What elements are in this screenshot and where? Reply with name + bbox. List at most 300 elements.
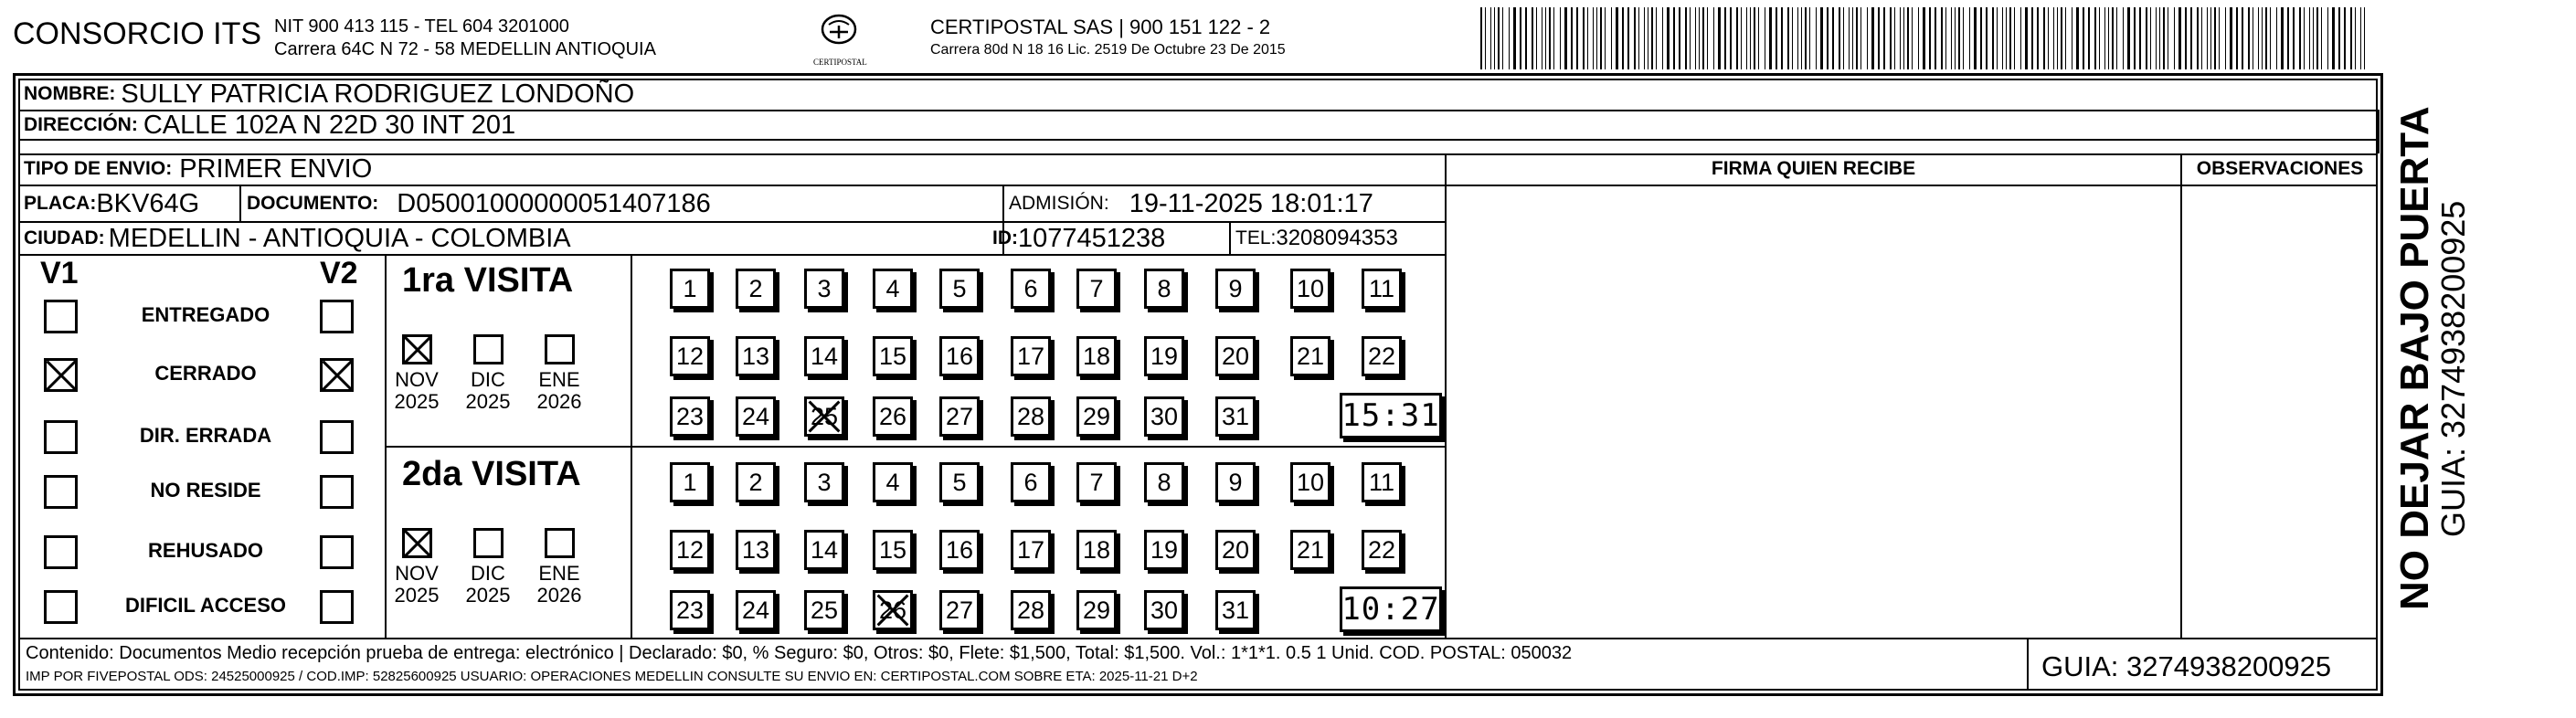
ciudad-label: CIUDAD: — [24, 227, 105, 248]
barcode-bar — [1941, 7, 1943, 69]
day-number: 9 — [1228, 274, 1243, 302]
barcode-bar — [1656, 7, 1657, 69]
day-box[interactable] — [1144, 336, 1184, 376]
barcode-bar — [2364, 7, 2365, 69]
barcode-bar — [1900, 7, 1901, 69]
day-box[interactable] — [670, 530, 710, 570]
courier-info — [930, 16, 1286, 61]
month-label — [389, 369, 444, 413]
barcode-bar — [2313, 7, 2314, 69]
day-box[interactable] — [1076, 269, 1117, 309]
barcode-bar — [2076, 7, 2079, 69]
barcode-bar — [1596, 7, 1597, 69]
barcode-bar — [1871, 7, 1874, 69]
barcode-bar — [1787, 7, 1789, 69]
brand-name: CONSORCIO ITS — [13, 16, 262, 51]
barcode-bar — [1860, 7, 1861, 69]
v1-checkbox[interactable] — [44, 358, 78, 392]
day-box[interactable] — [873, 269, 913, 309]
day-box[interactable] — [1076, 530, 1117, 570]
barcode-bar — [2236, 7, 2238, 69]
day-number: 2 — [748, 468, 763, 496]
day-number: 27 — [945, 596, 974, 624]
day-number: 27 — [945, 402, 974, 430]
barcode-bar — [2190, 7, 2192, 69]
v2-checkbox[interactable] — [320, 475, 354, 509]
day-box[interactable] — [939, 269, 980, 309]
day-number: 20 — [1221, 535, 1250, 564]
day-box[interactable] — [1076, 590, 1117, 630]
day-box[interactable] — [1011, 269, 1051, 309]
barcode-bar — [1820, 7, 1823, 69]
barcode-bar — [1801, 7, 1802, 69]
barcode-bar — [2025, 7, 2028, 69]
day-box[interactable] — [1215, 530, 1256, 570]
barcode-bar — [1545, 7, 1546, 69]
barcode-bar — [1980, 7, 1982, 69]
day-box[interactable] — [1290, 336, 1330, 376]
day-box[interactable] — [1215, 269, 1256, 309]
barcode-bar — [1997, 7, 1998, 69]
day-box[interactable] — [1362, 269, 1402, 309]
barcode-bar — [2360, 7, 2361, 69]
barcode-bar — [2210, 7, 2211, 69]
day-box[interactable] — [736, 590, 776, 630]
ciudad-cell — [24, 223, 571, 254]
month-year: 2025 — [465, 390, 511, 413]
day-box[interactable] — [804, 336, 844, 376]
month-year: 2025 — [394, 390, 440, 413]
admision-value: 19-11-2025 18:01:17 — [1129, 188, 1373, 218]
day-box[interactable] — [736, 269, 776, 309]
day-box[interactable] — [1290, 530, 1330, 570]
barcode-bar — [1730, 7, 1732, 69]
day-number: 25 — [810, 402, 839, 430]
side-guia: GUIA: 3274938200925 — [2434, 200, 2472, 537]
documento-label: DOCUMENTO: — [247, 193, 379, 214]
barcode-bar — [2262, 7, 2263, 69]
barcode-bar — [1839, 7, 1840, 69]
day-number: 11 — [1368, 274, 1395, 302]
day-box[interactable] — [1144, 269, 1184, 309]
barcode-bar — [1750, 7, 1751, 69]
day-box[interactable] — [873, 590, 913, 630]
certipostal-logo — [813, 13, 867, 67]
barcode-bar — [1536, 7, 1537, 69]
v1-checkbox[interactable] — [44, 475, 78, 509]
barcode-bar — [1502, 7, 1503, 69]
day-number: 24 — [741, 596, 770, 624]
barcode-bar — [2104, 7, 2105, 69]
barcode-bar — [1809, 7, 1810, 69]
day-box[interactable] — [1362, 530, 1402, 570]
v1-checkbox[interactable] — [44, 300, 78, 333]
day-number: 25 — [810, 596, 839, 624]
barcode-bar — [1480, 7, 1482, 69]
day-number: 19 — [1150, 535, 1179, 564]
day-box[interactable] — [1215, 336, 1256, 376]
barcode-bar — [2123, 7, 2124, 69]
day-box[interactable] — [736, 462, 776, 502]
day-number: 6 — [1023, 468, 1038, 496]
day-box[interactable] — [1011, 590, 1051, 630]
day-number: 31 — [1221, 596, 1250, 624]
day-number: 15 — [878, 342, 907, 370]
barcode-bar — [1992, 7, 1994, 69]
day-box[interactable] — [804, 462, 844, 502]
barcode-bar — [1702, 7, 1704, 69]
status-label: DIFICIL ACCESO — [124, 594, 286, 617]
day-box[interactable] — [1362, 336, 1402, 376]
day-box[interactable] — [670, 590, 710, 630]
day-box[interactable] — [1011, 396, 1051, 437]
day-number: 29 — [1082, 596, 1111, 624]
barcode-bar — [1945, 7, 1946, 69]
day-box[interactable] — [1011, 530, 1051, 570]
day-box[interactable] — [939, 590, 980, 630]
logo-text: CERTIPOSTAL — [813, 58, 867, 67]
barcode-bar — [1651, 7, 1653, 69]
month-checkbox[interactable] — [402, 334, 432, 364]
certipostal-logo-icon — [813, 13, 864, 60]
day-number: 10 — [1296, 468, 1325, 496]
barcode-bar — [2009, 7, 2011, 69]
day-box[interactable] — [939, 396, 980, 437]
month-label — [461, 369, 515, 413]
day-number: 9 — [1228, 468, 1243, 496]
barcode-bar — [1494, 7, 1495, 69]
barcode-bar — [1856, 7, 1858, 69]
status-label: REHUSADO — [148, 539, 263, 562]
barcode-bar — [2293, 7, 2295, 69]
day-box[interactable] — [1215, 590, 1256, 630]
nombre-label: NOMBRE: — [24, 83, 116, 104]
id-value: 1077451238 — [1018, 223, 1166, 253]
barcode-bar — [2088, 7, 2090, 69]
day-box[interactable] — [1290, 462, 1330, 502]
day-box[interactable] — [873, 336, 913, 376]
barcode-bar — [1816, 7, 1817, 69]
tipo-row — [24, 153, 372, 185]
barcode-bar — [1963, 7, 1964, 69]
month-checkbox[interactable] — [473, 334, 504, 364]
v1-checkbox[interactable] — [44, 535, 78, 569]
barcode-bar — [2127, 7, 2130, 69]
day-box[interactable] — [873, 530, 913, 570]
barcode-bar — [2214, 7, 2216, 69]
barcode-bar — [2163, 7, 2165, 69]
day-number: 30 — [1150, 402, 1179, 430]
barcode-bar — [2048, 7, 2049, 69]
day-box[interactable] — [804, 396, 844, 437]
barcode-bar — [1549, 7, 1551, 69]
month-year: 2026 — [536, 584, 582, 607]
tipo-label: TIPO DE ENVIO: — [24, 158, 173, 179]
day-box[interactable] — [1290, 269, 1330, 309]
barcode-bar — [2219, 7, 2220, 69]
direccion-row — [24, 111, 515, 140]
footer-contenido: Contenido: Documentos Medio recepción prueba de entrega: electrónico | Declarado: $0, % Seguro: $0, Otros: $0, Flete: $1,500, Total: $1,500. Vol.: 1*1*1. 0.5 1 Unid. COD. POSTAL: 050032 — [26, 643, 1573, 663]
day-number: 14 — [810, 342, 839, 370]
barcode-bar — [1969, 7, 1970, 69]
barcode-bar — [1490, 7, 1491, 69]
day-box[interactable] — [670, 269, 710, 309]
barcode-bar — [1986, 7, 1988, 69]
day-number: 26 — [878, 402, 907, 430]
barcode-bar — [2174, 7, 2175, 69]
day-box[interactable] — [1144, 396, 1184, 437]
barcode-bar — [2014, 7, 2015, 69]
id-label: ID: — [992, 227, 1018, 248]
day-box[interactable] — [873, 462, 913, 502]
day-number: 26 — [878, 596, 907, 624]
barcode-bar — [2031, 7, 2033, 69]
day-number: 19 — [1150, 342, 1179, 370]
barcode-bar — [1736, 7, 1738, 69]
barcode-bar — [2265, 7, 2267, 69]
barcode-bar — [2037, 7, 2039, 69]
day-box[interactable] — [939, 530, 980, 570]
barcode-bar — [1974, 7, 1977, 69]
month-checkbox[interactable] — [545, 528, 575, 558]
barcode-bar — [1890, 7, 1892, 69]
direccion-label: DIRECCIÓN: — [24, 114, 138, 135]
day-box[interactable] — [1011, 462, 1051, 502]
barcode-bar — [2053, 7, 2054, 69]
month-label — [532, 369, 587, 413]
barcode-bar — [1576, 7, 1578, 69]
barcode-bar — [2201, 7, 2202, 69]
month-label — [461, 563, 515, 607]
day-box[interactable] — [804, 590, 844, 630]
barcode-bar — [1673, 7, 1675, 69]
barcode-bar — [2355, 7, 2356, 69]
day-number: 7 — [1089, 274, 1104, 302]
day-box[interactable] — [1215, 396, 1256, 437]
month-checkbox[interactable] — [545, 334, 575, 364]
v1-checkbox[interactable] — [44, 420, 78, 454]
tel-value: 3208094353 — [1276, 226, 1398, 250]
day-number: 18 — [1082, 535, 1111, 564]
barcode-bar — [2230, 7, 2232, 69]
day-box[interactable] — [1362, 462, 1402, 502]
barcode-bar — [1600, 7, 1602, 69]
barcode-bar — [1843, 7, 1844, 69]
barcode-bar — [1929, 7, 1931, 69]
barcode-bar — [2299, 7, 2301, 69]
day-number: 18 — [1082, 342, 1111, 370]
day-number: 10 — [1296, 274, 1325, 302]
day-box[interactable] — [1144, 462, 1184, 502]
day-number: 6 — [1023, 274, 1038, 302]
barcode-bar — [1894, 7, 1895, 69]
day-number: 3 — [817, 274, 832, 302]
day-box[interactable] — [736, 336, 776, 376]
day-box[interactable] — [670, 336, 710, 376]
barcode-bar — [2083, 7, 2084, 69]
barcode-bar — [1634, 7, 1636, 69]
day-box[interactable] — [670, 396, 710, 437]
month-year: 2026 — [536, 390, 582, 413]
barcode-bar — [2287, 7, 2289, 69]
barcode-bar — [1560, 7, 1561, 69]
barcode-bar — [1587, 7, 1588, 69]
day-box[interactable] — [1144, 590, 1184, 630]
company-nit: NIT 900 413 115 - TEL 604 3201000 — [274, 16, 569, 37]
ciudad-value: MEDELLIN - ANTIOQUIA - COLOMBIA — [108, 223, 571, 253]
barcode-bar — [2099, 7, 2100, 69]
barcode-bar — [1958, 7, 1960, 69]
barcode-bar — [2139, 7, 2141, 69]
barcode-bar — [1509, 7, 1510, 69]
barcode-bar — [1513, 7, 1516, 69]
v2-checkbox[interactable] — [320, 590, 354, 624]
barcode-bar — [1571, 7, 1573, 69]
v2-checkbox[interactable] — [320, 535, 354, 569]
footer-imp: IMP POR FIVEPOSTAL ODS: 24525000925 / COD.IMP: 52825600925 USUARIO: OPERACIONES MEDELLIN CONSULTE SU ENVIO EN: CERTIPOSTAL.COM SOBRE ETA: 2025-11-21 D+2 — [26, 669, 1198, 684]
barcode-bar — [1724, 7, 1726, 69]
month-name: NOV — [395, 368, 439, 391]
barcode-bar — [2304, 7, 2305, 69]
barcode-bar — [1797, 7, 1798, 69]
month-label — [532, 563, 587, 607]
barcode-bar — [1564, 7, 1567, 69]
barcode-bar — [2207, 7, 2208, 69]
barcode-bar — [2146, 7, 2147, 69]
barcode-bar — [1498, 7, 1500, 69]
placa-value: BKV64G — [96, 188, 200, 218]
day-box[interactable] — [1076, 396, 1117, 437]
month-checkbox[interactable] — [402, 528, 432, 558]
day-number: 28 — [1016, 596, 1045, 624]
barcode-bar — [1923, 7, 1925, 69]
v2-checkbox[interactable] — [320, 420, 354, 454]
day-number: 4 — [885, 468, 900, 496]
barcode-bar — [1707, 7, 1708, 69]
barcode-bar — [1611, 7, 1612, 69]
day-number: 3 — [817, 468, 832, 496]
barcode-bar — [2156, 7, 2157, 69]
barcode-bar — [1883, 7, 1885, 69]
barcode-bar — [1951, 7, 1952, 69]
barcode-bar — [1776, 7, 1777, 69]
day-number: 29 — [1082, 402, 1111, 430]
barcode-bar — [2185, 7, 2187, 69]
barcode-bar — [1644, 7, 1645, 69]
visit-title: 1ra VISITA — [402, 261, 574, 300]
barcode-bar — [1903, 7, 1904, 69]
day-number: 12 — [675, 535, 705, 564]
company-info — [274, 16, 656, 61]
barcode-bar — [2350, 7, 2352, 69]
day-box[interactable] — [1215, 462, 1256, 502]
day-number: 21 — [1296, 535, 1325, 564]
documento-value: D05001000000051407186 — [397, 188, 711, 218]
v1-checkbox[interactable] — [44, 590, 78, 624]
day-number: 1 — [683, 274, 697, 302]
barcode-bar — [1792, 7, 1793, 69]
day-number: 8 — [1157, 274, 1171, 302]
visit-time: 10:27 — [1340, 586, 1442, 632]
status-label: NO RESIDE — [150, 479, 261, 502]
day-check-mark-icon — [807, 399, 842, 434]
v2-checkbox[interactable] — [320, 300, 354, 333]
placa-cell — [24, 186, 199, 221]
day-number: 13 — [741, 342, 770, 370]
courier-name: CERTIPOSTAL SAS | 900 151 122 - 2 — [930, 16, 1271, 38]
tel-label: TEL: — [1235, 227, 1277, 248]
barcode-bar — [1525, 7, 1527, 69]
barcode-bar — [1912, 7, 1913, 69]
day-box[interactable] — [873, 396, 913, 437]
day-number: 5 — [952, 274, 967, 302]
barcode-bar — [1741, 7, 1742, 69]
day-number: 12 — [675, 342, 705, 370]
visit-title: 2da VISITA — [402, 455, 581, 493]
day-number: 1 — [683, 468, 697, 496]
day-number: 15 — [878, 535, 907, 564]
day-box[interactable] — [670, 462, 710, 502]
barcode-bar — [1583, 7, 1585, 69]
barcode-bar — [2281, 7, 2284, 69]
barcode-bar — [1758, 7, 1759, 69]
barcode-bar — [1918, 7, 1919, 69]
barcode-bar — [2112, 7, 2114, 69]
barcode-bar — [1832, 7, 1834, 69]
v2-checkbox[interactable] — [320, 358, 354, 392]
barcode-bar — [1878, 7, 1880, 69]
day-box[interactable] — [939, 336, 980, 376]
barcode-bar — [1695, 7, 1696, 69]
day-number: 4 — [885, 274, 900, 302]
day-number: 31 — [1221, 402, 1250, 430]
status-label: DIR. ERRADA — [139, 424, 272, 447]
day-box[interactable] — [736, 396, 776, 437]
day-number: 20 — [1221, 342, 1250, 370]
tipo-value: PRIMER ENVIO — [179, 153, 373, 184]
day-number: 2 — [748, 274, 763, 302]
barcode-bar — [1593, 7, 1594, 69]
day-box[interactable] — [1076, 336, 1117, 376]
courier-license: Carrera 80d N 18 16 Lic. 2519 De Octubre 23 De 2015 — [930, 42, 1286, 58]
day-box[interactable] — [736, 530, 776, 570]
barcode-bar — [2178, 7, 2181, 69]
day-box[interactable] — [1011, 336, 1051, 376]
month-year: 2025 — [465, 584, 511, 607]
barcode-bar — [1532, 7, 1533, 69]
barcode-bar — [2094, 7, 2096, 69]
barcode-bar — [1746, 7, 1747, 69]
month-checkbox[interactable] — [473, 528, 504, 558]
day-box[interactable] — [939, 462, 980, 502]
day-box[interactable] — [1144, 530, 1184, 570]
day-number: 11 — [1368, 468, 1395, 496]
barcode-bar — [2134, 7, 2136, 69]
nombre-value: SULLY PATRICIA RODRIGUEZ LONDOÑO — [121, 79, 635, 109]
day-box[interactable] — [804, 530, 844, 570]
day-number: 22 — [1367, 535, 1396, 564]
placa-label: PLACA: — [24, 193, 97, 214]
v2-header: V2 — [320, 256, 358, 290]
barcode-bar — [2006, 7, 2007, 69]
barcode-bar — [2258, 7, 2259, 69]
day-number: 24 — [741, 402, 770, 430]
day-box[interactable] — [1076, 462, 1117, 502]
barcode-bar — [1485, 7, 1486, 69]
barcode-bar — [2020, 7, 2021, 69]
barcode-bar — [2332, 7, 2335, 69]
day-box[interactable] — [804, 269, 844, 309]
